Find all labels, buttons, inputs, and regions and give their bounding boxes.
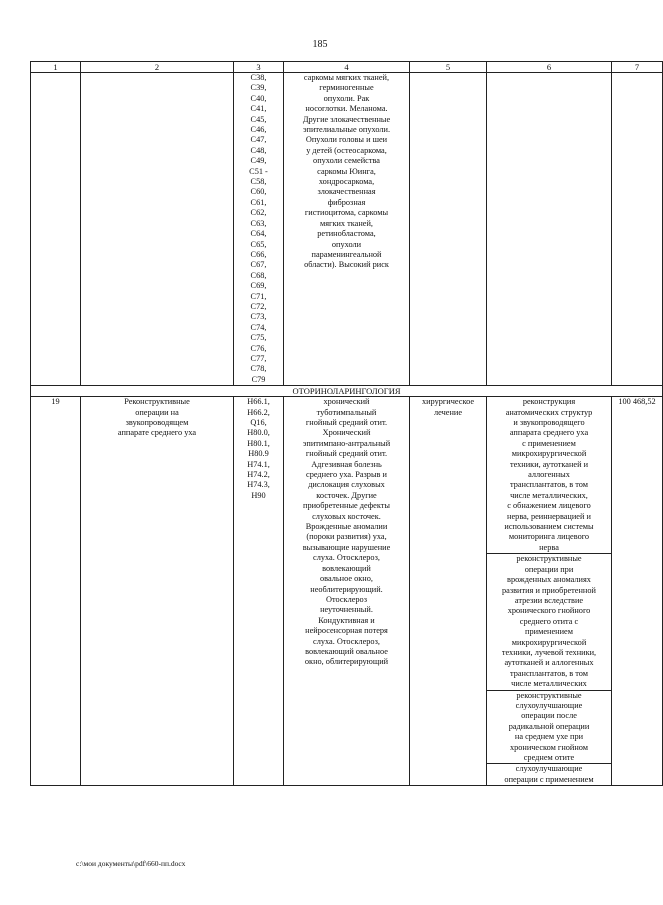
icd-code: C66, — [250, 249, 267, 259]
icd-code: C51 - — [249, 166, 268, 176]
diagnosis-line: гистиоцитома, саркомы — [304, 208, 389, 218]
icd-code: C64, — [250, 229, 267, 239]
icd-code: C45, — [250, 114, 267, 124]
method-cell — [487, 73, 612, 386]
icd-code: H66.2, — [247, 407, 270, 417]
procedures-table — [30, 61, 663, 786]
icd-code: C74, — [250, 322, 267, 332]
diagnosis-line: слуховых косточек. — [312, 511, 381, 521]
diagnosis-line: вовлекающий — [322, 563, 371, 573]
icd-code: H90 — [251, 490, 266, 500]
column-number-row — [31, 62, 663, 73]
method-line: и звукопроводящего — [513, 418, 585, 427]
diagnosis-line: опухоли семейства — [313, 156, 380, 166]
diagnosis-line: параменингеальной — [311, 249, 382, 259]
treatment-cell — [410, 73, 487, 386]
icd-code: C72, — [250, 301, 267, 311]
icd-code: C73, — [250, 312, 267, 322]
diagnosis-line: Кондуктивная и — [318, 615, 375, 625]
method-line: мониторинга лицевого — [508, 532, 590, 542]
method-line: реконструктивные — [516, 554, 582, 564]
method-line: среднем отите — [523, 753, 575, 762]
diagnosis-line: Врожденные аномалии — [305, 522, 388, 532]
diagnosis-line: опухоли. Рак — [323, 93, 370, 103]
diagnosis-line: фиброзная — [327, 197, 366, 207]
diagnosis-line: хондросаркома, — [318, 177, 375, 187]
diagnosis-line: ретинобластома, — [317, 229, 376, 239]
icd-code: C46, — [250, 125, 267, 135]
column-number: 4 — [284, 62, 410, 73]
icd-code: C71, — [250, 291, 267, 301]
procedure-name-line: звукопроводящем — [125, 418, 189, 427]
method-line: операции при — [524, 564, 574, 574]
method-line: техники, лучевой техники, — [501, 647, 597, 657]
diagnosis-line: неуточненный. — [320, 605, 373, 615]
icd-code: C78, — [250, 364, 267, 374]
icd-code: Q16, — [250, 418, 267, 427]
icd-code: H80.0, — [247, 428, 270, 438]
method-line: развития и приобретенной — [502, 585, 596, 595]
diagnosis-line: дислокация слуховых — [308, 480, 385, 490]
method-line: реконструктивные — [516, 690, 582, 700]
diagnosis-line: гнойный средний отит. — [305, 418, 388, 427]
column-number: 3 — [234, 62, 284, 73]
page-number: 185 — [312, 39, 328, 50]
icd-code: C65, — [250, 239, 267, 249]
continued-row — [31, 73, 663, 386]
diagnosis-line: необлитерирующий. — [310, 584, 383, 594]
icd-code: C75, — [250, 333, 267, 343]
diagnosis-line: (пороки развития) уха, — [306, 532, 387, 542]
diagnosis-line: Отосклероз — [326, 594, 367, 604]
method-line: числе металлических — [511, 679, 587, 689]
diagnosis-line: Опухоли головы и шеи — [305, 135, 388, 145]
diagnosis-line: Хронический — [322, 428, 371, 438]
table-row — [31, 397, 663, 786]
icd-code: C77, — [250, 353, 267, 363]
diagnosis-line: косточек. Другие — [316, 490, 377, 500]
diagnosis-line: слуха. Отосклероз, — [313, 553, 380, 563]
method-line: слухоулучшающие — [515, 764, 583, 774]
method-line: числе металлических, — [510, 490, 588, 500]
icd-code: H74.2, — [247, 470, 270, 480]
icd-code: H74.3, — [247, 480, 270, 490]
icd-code: H74.1, — [247, 459, 270, 469]
column-number: 1 — [31, 62, 81, 73]
method-line: среднего отита с — [519, 616, 579, 626]
column-number: 2 — [81, 62, 234, 73]
diagnosis-line: области). Высокий риск — [304, 260, 389, 270]
diagnosis-line: хронический — [323, 397, 370, 407]
treatment-method — [487, 763, 611, 785]
diagnosis-line: туботимпальный — [316, 407, 377, 417]
procedure-name-line: аппарате среднего уха — [117, 428, 197, 438]
diagnosis-line: опухоли — [331, 239, 362, 249]
icd-code: C40, — [250, 93, 267, 103]
section-title: ОТОРИНОЛАРИНГОЛОГИЯ — [31, 386, 663, 397]
diagnosis-line: саркомы мягких тканей, — [303, 73, 390, 82]
diagnosis-line: овальное окно, — [320, 574, 373, 584]
icd-code: H66.1, — [247, 397, 270, 407]
diagnosis-line: злокачественная — [317, 187, 376, 197]
method-line: аутотканей и аллогенных — [504, 658, 594, 668]
method-line: с обнажением лицевого — [507, 501, 591, 511]
method-line: операции после — [521, 711, 577, 721]
icd-code: C76, — [250, 343, 267, 353]
row-number-cell — [31, 73, 81, 386]
method-line: операции с применением — [504, 774, 594, 784]
icd-code: C61, — [250, 197, 267, 207]
diagnosis-cell — [284, 73, 410, 386]
diagnosis-line: Адгезивная болезнь — [311, 459, 382, 469]
method-line: с применением — [522, 438, 576, 448]
diagnosis-line: слуха. Отосклероз, — [313, 636, 380, 646]
diagnosis-line: эпитимпано-антральный — [302, 438, 391, 448]
method-line: хроническом гнойном — [509, 742, 589, 752]
row-number: 19 — [31, 397, 81, 786]
diagnosis-line: среднего уха. Разрыв и — [306, 470, 387, 480]
icd-code: C67, — [250, 260, 267, 270]
cost: 100 468,52 — [612, 397, 663, 786]
method-line: микрохирургической — [511, 637, 587, 647]
method-line: нерва — [539, 542, 559, 552]
procedure-name — [81, 397, 234, 786]
method-line: нерва, реиннервацией и — [507, 511, 591, 521]
icd-code: H80.9 — [248, 449, 269, 459]
icd-code: C39, — [250, 83, 267, 93]
icd-code: C48, — [250, 145, 267, 155]
method-line: микрохирургической — [511, 449, 587, 459]
icd-code: C62, — [250, 208, 267, 218]
icd-code: C60, — [250, 187, 267, 197]
file-path-footer: c:\мои документы\pdf\660-пп.docx — [76, 859, 186, 868]
method-line: хронического гнойного — [507, 606, 591, 616]
diagnosis-line: мягких тканей, — [319, 218, 373, 228]
method-line: использованием системы — [504, 522, 594, 532]
diagnosis-line: у детей (остеосаркома, — [306, 145, 387, 155]
icd-codes — [234, 397, 284, 786]
diagnosis-line: носоглотки. Меланома. — [305, 104, 388, 114]
icd-codes-cell — [234, 73, 284, 386]
icd-code: C47, — [250, 135, 267, 145]
method-line: анатомических структур — [505, 407, 593, 417]
icd-code: C49, — [250, 156, 267, 166]
diagnosis-line: гнойный средний отит. — [305, 449, 388, 459]
diagnosis-line: нейросенсорная потеря — [305, 626, 388, 636]
procedure-name-line: Реконструктивные — [124, 397, 190, 407]
diagnosis-line: герминогенные — [319, 83, 374, 93]
treatment-type: хирургическое лечение — [410, 397, 487, 786]
method-line: аллогенных — [528, 470, 570, 480]
method-line: трансплантатов, в том — [509, 480, 589, 490]
diagnosis-line: приобретенные дефекты — [303, 501, 390, 511]
method-line: техники, аутотканей и — [509, 459, 589, 469]
diagnosis-line: вызывающие нарушение — [302, 542, 391, 552]
method-line: на среднем ухе при — [514, 732, 584, 742]
diagnosis-line: саркомы Юинга, — [317, 166, 376, 176]
icd-code: C68, — [250, 270, 267, 280]
icd-code: H80.1, — [247, 438, 270, 448]
diagnosis-line: вовлекающий овальное — [305, 646, 388, 656]
method-line: радикальной операции — [508, 721, 590, 731]
diagnosis — [284, 397, 410, 786]
treatment-method — [487, 690, 611, 764]
icd-code: C79 — [251, 374, 266, 384]
column-number: 6 — [487, 62, 612, 73]
icd-code: C38, — [250, 73, 267, 82]
treatment-methods — [487, 397, 612, 786]
icd-code: C58, — [250, 177, 267, 187]
method-line: аппарата среднего уха — [509, 428, 589, 438]
method-line: трансплантатов, в том — [509, 668, 589, 678]
method-line: применением — [525, 627, 573, 637]
icd-code: C41, — [250, 104, 267, 114]
method-line: реконструкция — [522, 397, 576, 407]
treatment-method — [487, 397, 611, 553]
diagnosis-line: Другие злокачественные — [302, 114, 391, 124]
method-line: атрезии вследствие — [514, 595, 584, 605]
icd-code: C69, — [250, 281, 267, 291]
method-line: слухоулучшающие — [515, 700, 583, 710]
treatment-method — [487, 553, 611, 689]
method-line: врожденных аномалиях — [507, 575, 591, 585]
icd-code: C63, — [250, 218, 267, 228]
section-row — [31, 386, 663, 397]
column-number: 5 — [410, 62, 487, 73]
diagnosis-line: эпителиальные опухоли. — [302, 125, 391, 135]
column-number: 7 — [612, 62, 663, 73]
procedure-name-cell — [81, 73, 234, 386]
cost-cell — [612, 73, 663, 386]
procedure-name-line: операции на — [135, 407, 179, 417]
diagnosis-line: окно, облитерирующий — [304, 657, 389, 667]
